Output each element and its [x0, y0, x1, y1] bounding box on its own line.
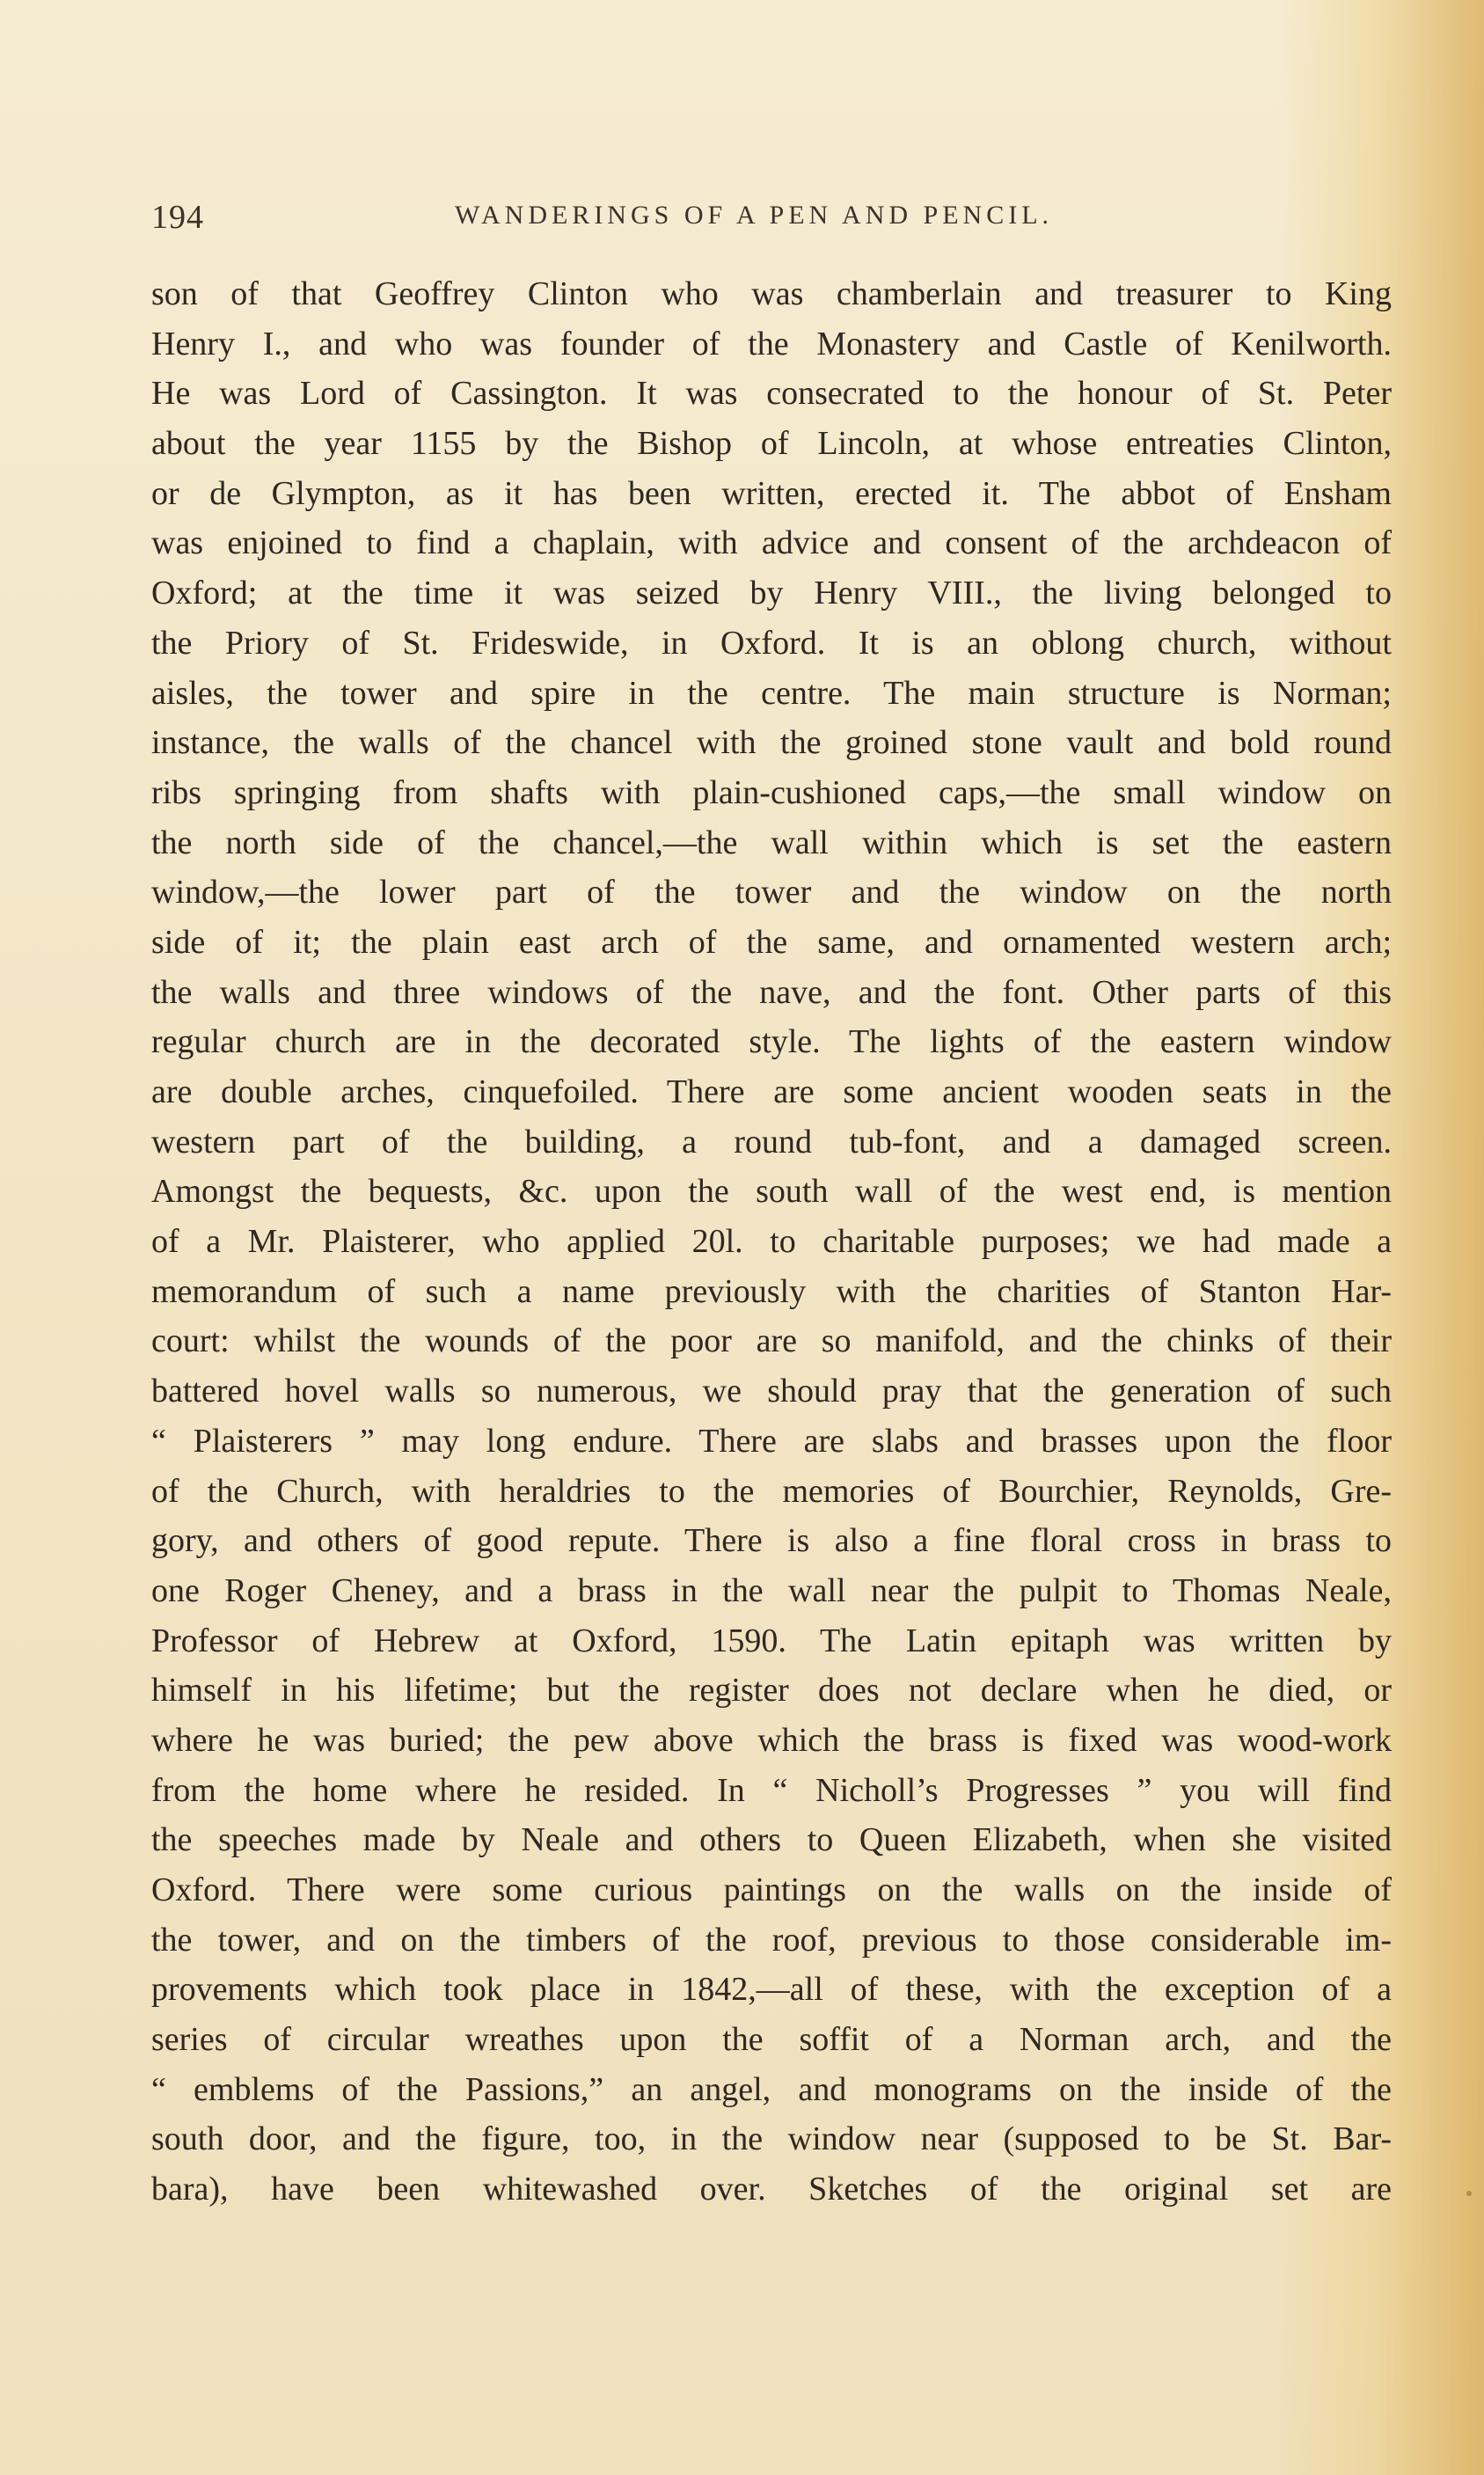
text-line: series of circular wreathes upon the soffit of a Norman arch, and the [151, 2021, 1392, 2059]
text-line: the tower, and on the timbers of the roof, previous to those considerable im- [151, 1921, 1392, 1959]
text-line: instance, the walls of the chancel with the groined stone vault and bold round [151, 724, 1392, 762]
text-line: are double arches, cinquefoiled. There are some ancient wooden seats in the [151, 1073, 1392, 1110]
text-line: gory, and others of good repute. There is also a fine floral cross in brass to [151, 1522, 1392, 1560]
text-line: south door, and the figure, too, in the window near (supposed to be St. Bar- [151, 2120, 1392, 2158]
page-header [151, 198, 1392, 242]
text-line: court: whilst the wounds of the poor are so manifold, and the chinks of their [151, 1322, 1392, 1360]
text-line: “ Plaisterers ” may long endure. There are slabs and brasses upon the floor [151, 1422, 1392, 1460]
text-line: western part of the building, a round tub-font, and a damaged screen. [151, 1123, 1392, 1161]
page-number: 194 [151, 199, 204, 236]
text-line: himself in his lifetime; but the register does not declare when he died, or [151, 1672, 1392, 1710]
text-line: of a Mr. Plaisterer, who applied 20l. to charitable purposes; we had made a [151, 1223, 1392, 1261]
text-line: Henry I., and who was founder of the Monastery and Castle of Kenilworth. [151, 325, 1392, 362]
text-line: aisles, the tower and spire in the centre. The main structure is Norman; [151, 674, 1392, 712]
text-line: from the home where he resided. In “ Nicholl’s Progresses ” you will find [151, 1771, 1392, 1809]
text-line: window,—the lower part of the tower and the window on the north [151, 874, 1392, 912]
text-line: He was Lord of Cassington. It was consecrated to the honour of St. Peter [151, 375, 1392, 413]
text-line: Amongst the bequests, &c. upon the south wall of the west end, is mention [151, 1173, 1392, 1211]
body-text [151, 269, 1392, 2215]
text-line: bara), have been whitewashed over. Sketches of the original set are [151, 2171, 1392, 2208]
text-line: Professor of Hebrew at Oxford, 1590. The Latin epitaph was written by [151, 1622, 1392, 1659]
text-line: the north side of the chancel,—the wall within which is set the eastern [151, 824, 1392, 861]
text-line: memorandum of such a name previously with the charities of Stanton Har- [151, 1272, 1392, 1310]
text-line: where he was buried; the pew above which the brass is fixed was wood-work [151, 1721, 1392, 1759]
text-line: Oxford; at the time it was seized by Henry VIII., the living belonged to [151, 575, 1392, 612]
text-line: provements which took place in 1842,—all of these, with the exception of a [151, 1971, 1392, 2009]
text-line: the speeches made by Neale and others to Queen Elizabeth, when she visited [151, 1821, 1392, 1859]
text-line: or de Glympton, as it has been written, erected it. The abbot of Ensham [151, 474, 1392, 512]
text-line: the Priory of St. Frideswide, in Oxford. It is an oblong church, without [151, 624, 1392, 662]
text-line: side of it; the plain east arch of the same, and ornamented western arch; [151, 923, 1392, 961]
text-line: battered hovel walls so numerous, we should pray that the generation of such [151, 1373, 1392, 1410]
text-line: ribs springing from shafts with plain-cushioned caps,—the small window on [151, 773, 1392, 811]
text-line: Oxford. There were some curious paintings on the walls on the inside of [151, 1871, 1392, 1908]
text-line: son of that Geoffrey Clinton who was chamberlain and treasurer to King [151, 275, 1392, 312]
text-line: regular church are in the decorated style. The lights of the eastern window [151, 1023, 1392, 1061]
text-line: the walls and three windows of the nave, and the font. Other parts of this [151, 973, 1392, 1011]
text-line: “ emblems of the Passions,” an angel, and monograms on the inside of the [151, 2070, 1392, 2108]
running-title: WANDERINGS OF A PEN AND PENCIL. [455, 201, 1054, 230]
text-line: about the year 1155 by the Bishop of Lincoln, at whose entreaties Clinton, [151, 425, 1392, 463]
text-line: of the Church, with heraldries to the memories of Bourchier, Reynolds, Gre- [151, 1472, 1392, 1510]
margin-mark [1466, 2191, 1472, 2196]
text-line: one Roger Cheney, and a brass in the wall near the pulpit to Thomas Neale, [151, 1571, 1392, 1609]
text-line: was enjoined to find a chaplain, with advice and consent of the archdeacon of [151, 524, 1392, 562]
